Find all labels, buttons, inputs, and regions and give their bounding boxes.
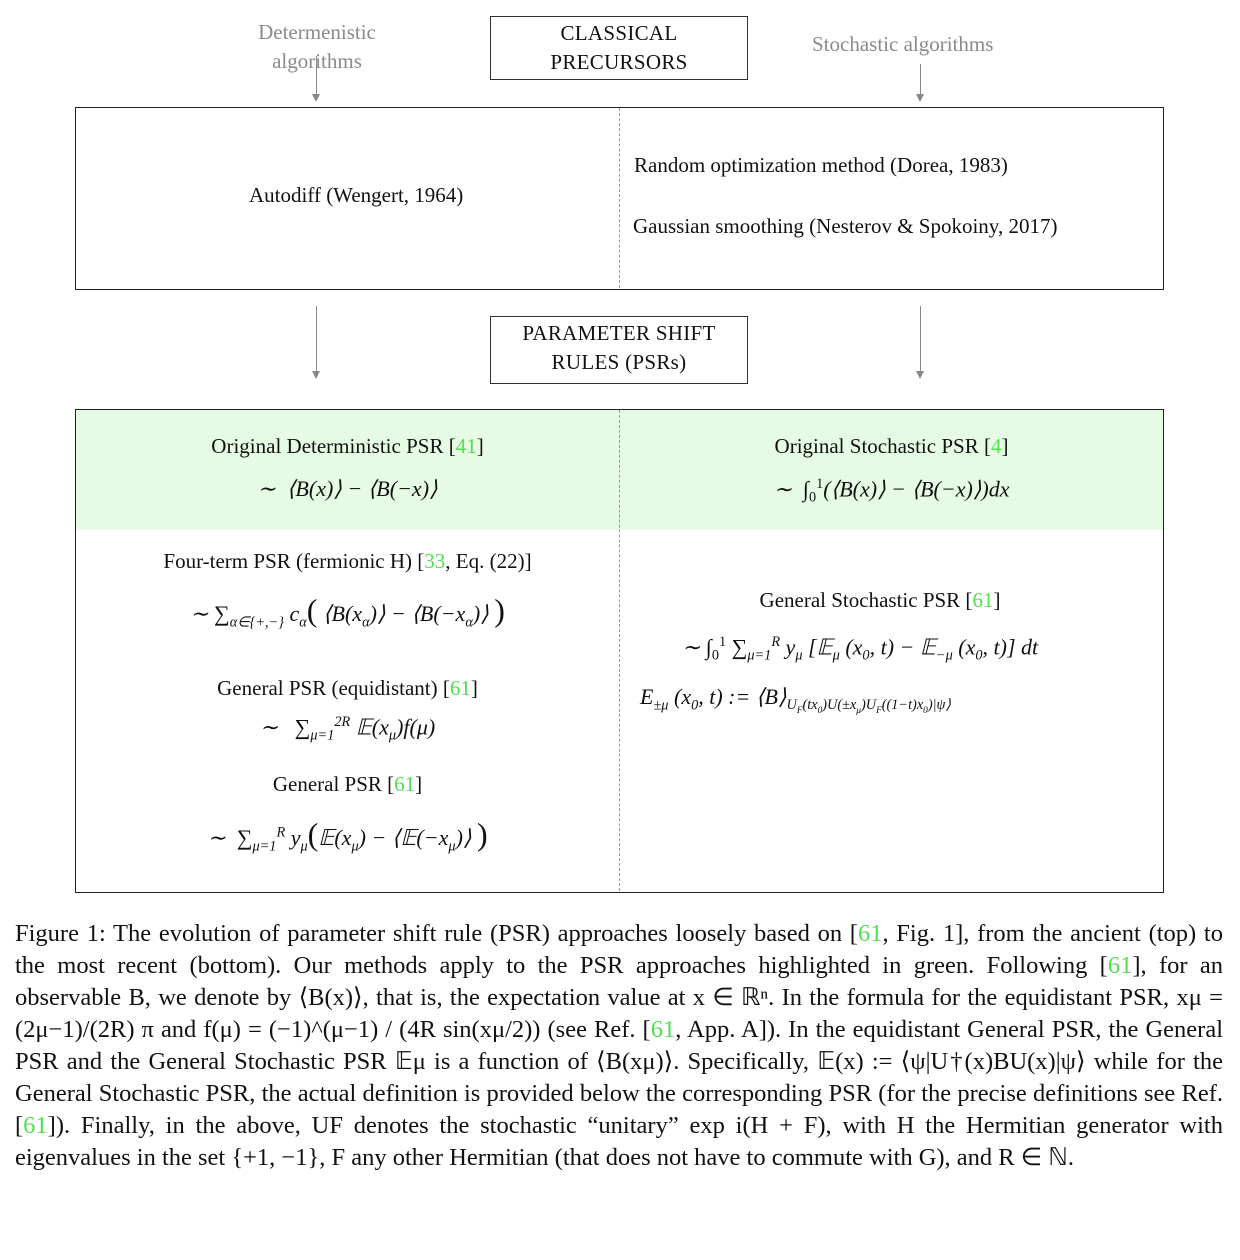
citation-link[interactable]: 61 xyxy=(857,920,883,947)
label-line: Determenistic xyxy=(258,20,376,44)
caption-text: ], for an observable B, we denote by ⟨B(x)⟩, that is, the expectation value at x ∈ ℝⁿ. In the formula for the equidistant PSR, xμ = (2μ−1)/(2R) π and f(μ) = (−1)^(μ−1) / (4R sin(xμ/2)) (see Ref. [ xyxy=(15,952,1223,1043)
gaussian-smoothing-entry: Gaussian smoothing (Nesterov & Spokoiny, 2017) xyxy=(633,214,1058,238)
caption-text: , App. A]). In the equidistant General PSR, the General PSR and the General Stochastic PSR 𝔼μ is a function of ⟨B(xμ)⟩. Specifically, 𝔼(x) := ⟨ψ|U†(x)BU(x)|ψ⟩ while for the General Stochastic PSR, the actual definition is provided below the corresponding PSR (for the precise definitions see Ref. [ xyxy=(15,1016,1223,1139)
original-deterministic-psr-title xyxy=(76,434,619,459)
title-text: General PSR (equidistant) [ xyxy=(217,676,450,700)
original-stochastic-psr-title xyxy=(620,434,1163,459)
original-deterministic-psr-formula: ∼ ⟨B(x)⟩ − ⟨B(−x)⟩ xyxy=(257,476,438,501)
title-text: General PSR [ xyxy=(272,772,395,796)
title-text: Original Deterministic PSR [ xyxy=(211,434,456,458)
title-text: ] xyxy=(470,676,478,700)
general-psr-equidistant-title xyxy=(46,676,649,701)
title-line: RULES (PSRs) xyxy=(551,350,687,374)
autodiff-entry: Autodiff (Wengert, 1964) xyxy=(249,183,464,207)
citation-link[interactable]: 4 xyxy=(990,434,1002,458)
general-stochastic-psr-title xyxy=(620,588,1140,613)
arrow-shaft xyxy=(316,56,317,98)
citation-link[interactable]: 61 xyxy=(394,772,416,796)
title-text: General Stochastic PSR [ xyxy=(759,588,973,612)
arrow-down-icon xyxy=(916,371,924,379)
original-stochastic-psr-formula: ∼ $\int_0^1(⟨B(x)⟩$ − ⟨B(−x)⟩)dx xyxy=(773,476,1010,506)
arrow-down-icon xyxy=(312,371,320,379)
citation-link[interactable]: 61 xyxy=(650,1016,676,1043)
title-text: Original Stochastic PSR [ xyxy=(774,434,991,458)
caption-text: ]). Finally, in the above, UF denotes the stochastic “unitary” exp i(H + F), with H the Hermitian generator with eigenvalues in the set {+1, −1}, F any other Hermitian (that does not have to commute with G), and R ∈ ℕ. xyxy=(15,1112,1223,1171)
general-psr-equidistant-formula: ∼ $\sum_{\mu=1}^{2R}$ $𝔼(x_\mu)f(\mu)$ xyxy=(259,714,436,744)
column-divider xyxy=(619,108,620,288)
caption-text: , Fig. 1], from the ancient (top) to the most recent (bottom). Our methods apply to the PSR approaches highlighted in green. Following [ xyxy=(15,920,1223,979)
general-psr-title xyxy=(46,772,649,797)
title-text: ] xyxy=(993,588,1001,612)
title-text: ] xyxy=(476,434,484,458)
stochastic-algorithms-label: Stochastic algorithms xyxy=(812,32,994,56)
arrow-down-icon xyxy=(312,94,320,102)
general-psr-formula: ∼ $\sum_{\mu=1}^R$ $y_\mu(𝔼(x_\mu)$ − $⟨𝔼(-x_\mu)⟩$ ) xyxy=(207,816,488,855)
general-stochastic-psr-formula: ∼ $\int_0^1$ $\sum_{\mu=1}^R$ $y_\mu$ [𝔼$_\mu$ ($x_0$, t) − 𝔼$_{-\mu}$ ($x_0$, t)] dt xyxy=(681,634,1039,664)
general-stochastic-psr-definition: $E_{\pm\mu}$ ($x_0$, t) := $⟨B⟩_{U_F(tx_0)U(\pm x_\mu)U_F((1-t)x_0)|\psi⟩}$ xyxy=(640,684,951,717)
random-optimization-entry: Random optimization method (Dorea, 1983) xyxy=(634,153,1008,177)
arrow-down-icon xyxy=(916,94,924,102)
arrow-shaft xyxy=(316,306,317,374)
citation-link[interactable]: 41 xyxy=(455,434,477,458)
citation-link[interactable]: 61 xyxy=(1107,952,1133,979)
arrow-shaft xyxy=(920,64,921,98)
title-text: ] xyxy=(415,772,423,796)
title-text: ] xyxy=(1001,434,1009,458)
citation-link[interactable]: 33 xyxy=(424,549,446,573)
title-text: , Eq. (22)] xyxy=(445,549,532,573)
parameter-shift-rules-title xyxy=(490,316,748,384)
four-term-psr-formula: ∼ $\sum_{\alpha\in\{+,-\}}$ $c_\alpha$( $⟨B(x_\alpha)⟩$ − $⟨B(-x_\alpha)⟩$ ) xyxy=(190,592,505,631)
classical-precursors-title xyxy=(490,16,748,80)
deterministic-algorithms-label xyxy=(217,18,417,76)
figure-caption xyxy=(15,918,1223,1174)
title-line: PRECURSORS xyxy=(550,50,688,74)
label-line: algorithms xyxy=(272,49,362,73)
caption-text: The evolution of parameter shift rule (PSR) approaches loosely based on [ xyxy=(105,920,858,947)
caption-label: Figure 1: xyxy=(15,920,106,947)
citation-link[interactable]: 61 xyxy=(23,1112,48,1139)
title-line: PARAMETER SHIFT xyxy=(522,321,716,345)
citation-link[interactable]: 61 xyxy=(449,676,471,700)
citation-link[interactable]: 61 xyxy=(972,588,994,612)
arrow-shaft xyxy=(920,306,921,374)
four-term-psr-title xyxy=(46,549,649,574)
title-text: Four-term PSR (fermionic H) [ xyxy=(163,549,425,573)
title-line: CLASSICAL xyxy=(560,21,678,45)
